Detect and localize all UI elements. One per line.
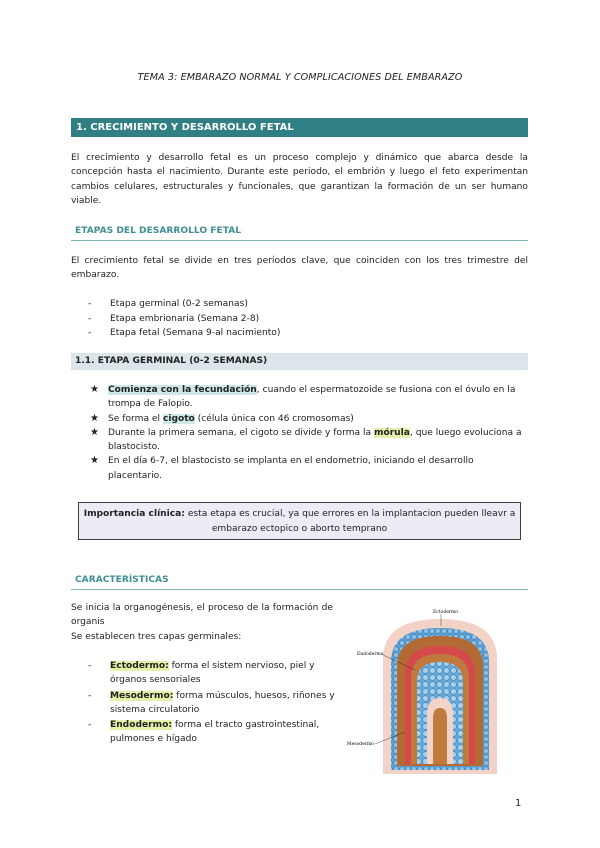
subheading-etapas: ETAPAS DEL DESARROLLO FETAL	[71, 223, 528, 241]
star-bullet-icon: ★	[90, 455, 99, 467]
star-bullet-icon: ★	[90, 426, 99, 438]
list-item: - Etapa fetal (Semana 9-al nacimiento)	[88, 328, 281, 338]
subheading-caracteristicas: CARACTERÍSTICAS	[71, 572, 528, 590]
label-endodermo: Endodermo	[357, 652, 384, 657]
star-bullet-icon: ★	[90, 412, 99, 424]
caracteristicas-paragraph: Se inicia la organogénesis, el proceso de la formación de organis Se establecen tres capas germinales:	[71, 603, 333, 642]
list-item: - Etapa embrionaria (Semana 2-8)	[88, 313, 260, 324]
page-number: 1	[515, 798, 522, 809]
etapas-paragraph: El crecimiento fetal se divide en tres períodos clave, que coinciden con los tres trimestre del embarazo.	[71, 256, 528, 281]
list-item: - Ectodermo: forma el sistem nervioso, piel y órganos sensoriales	[88, 661, 315, 686]
list-item: ★ Comienza con la fecundación, cuando el espermatozoide se fusiona con el óvulo en la trompa de Falopio.	[90, 384, 516, 410]
germ-layers-figure	[345, 604, 535, 780]
clinical-importance-callout: Importancia clínica: esta etapa es crucial, ya que errores en la implantacion pueden lleavr a embarazo ectopico o aborto temprano	[78, 502, 521, 540]
section-heading-crecimiento: 1. CRECIMIENTO Y DESARROLLO FETAL	[71, 118, 528, 137]
list-item: ★ Durante la primera semana, el cigoto se divide y forma la mórula, que luego evoluciona a blastocisto.	[90, 426, 522, 453]
germ-layers-list	[88, 659, 338, 748]
star-bullet-icon: ★	[90, 384, 99, 395]
list-item: - Endodermo: forma el tracto gastrointestinal, pulmones e hígado	[88, 720, 320, 745]
document-title: TEMA 3: EMBARAZO NORMAL Y COMPLICACIONES DEL EMBARAZO	[137, 72, 463, 83]
germinal-list	[90, 383, 528, 483]
intro-paragraph: El crecimiento y desarrollo fetal es un proceso complejo y dinámico que abarca desde la concepción hasta el nacimiento. Durante este periodo, el embrión y luego el feto experimentan cambios celulares, estructurales y funcionales, que garantizan la formación de un ser humano viable.	[71, 153, 528, 206]
label-mesodermo: Mesodermo	[347, 742, 374, 747]
list-item: - Mesodermo: forma músculos, huesos, riñones y sistema circulatorio	[88, 690, 335, 715]
list-item: ★ Se forma el cigoto (célula única con 46 cromosomas)	[90, 412, 528, 426]
central-core	[433, 708, 447, 764]
subheading-etapa-germinal: 1.1. ETAPA GERMINAL (0-2 SEMANAS)	[71, 353, 528, 370]
list-item: - Etapa germinal (0-2 semanas)	[88, 299, 248, 309]
label-ectodermo: Ectodermo	[433, 610, 458, 615]
etapas-list	[88, 297, 280, 341]
list-item: ★ En el día 6-7, el blastocisto se implanta en el endometrio, iniciando el desarrollo placentario.	[90, 455, 474, 481]
